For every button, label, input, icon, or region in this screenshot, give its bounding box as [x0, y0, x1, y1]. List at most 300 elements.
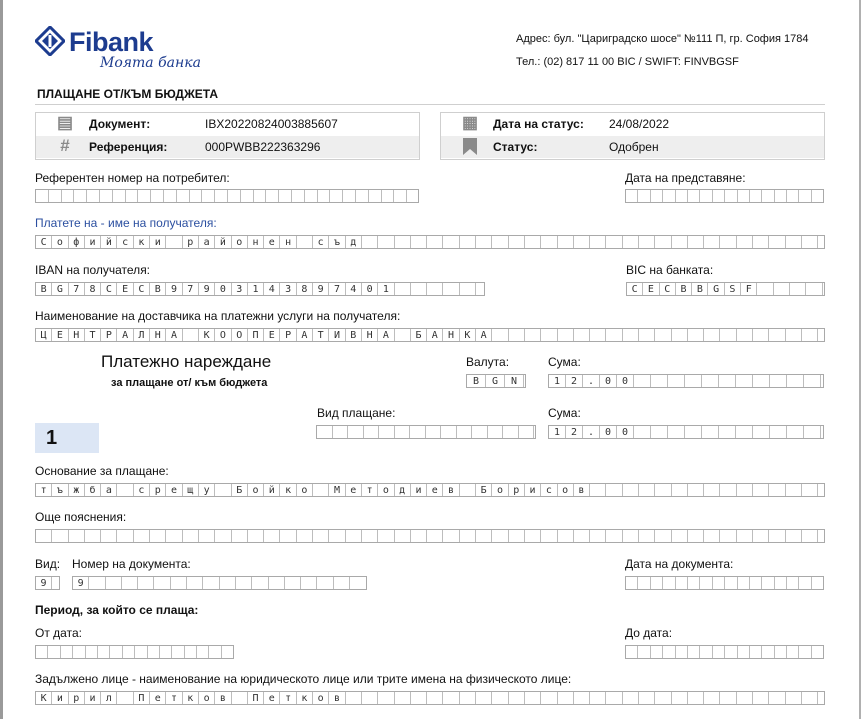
- field-cells: [73, 577, 350, 589]
- field-cell: [775, 577, 787, 589]
- field-cell: [700, 577, 712, 589]
- field-cell: 0: [617, 375, 634, 387]
- field-cell: [623, 692, 639, 704]
- field-cell: [574, 329, 590, 341]
- field-cells: [36, 283, 476, 295]
- field-cell: [639, 692, 655, 704]
- field-cell: [725, 577, 737, 589]
- field-cell: [802, 484, 818, 496]
- field-cell: [232, 530, 248, 542]
- field-cell: и: [52, 692, 68, 704]
- field-cells: [549, 375, 821, 387]
- to-date-label: До дата:: [625, 626, 673, 640]
- field-cell: 9: [199, 283, 215, 295]
- field-cell: [460, 530, 476, 542]
- field-cell: р: [69, 692, 85, 704]
- field-cell: [362, 692, 378, 704]
- field-cell: [623, 484, 639, 496]
- field-cell: [101, 530, 117, 542]
- field-cell: 9: [36, 577, 52, 589]
- field-cell: [802, 329, 818, 341]
- hash-icon: #: [60, 136, 70, 155]
- field-cells: [626, 577, 812, 589]
- field-cell: Н: [69, 329, 85, 341]
- field-cell: [713, 646, 725, 658]
- field-cell: [639, 484, 655, 496]
- more-info-field[interactable]: [35, 529, 825, 543]
- field-cell: [52, 530, 68, 542]
- field-cell: н: [280, 236, 296, 248]
- field-cell: [655, 692, 671, 704]
- field-cell: [362, 236, 378, 248]
- field-cell: [688, 577, 700, 589]
- field-cell: [215, 484, 231, 496]
- field-cell: [209, 646, 221, 658]
- field-cells: [627, 283, 823, 295]
- field-cell: [786, 236, 802, 248]
- field-cell: [676, 190, 688, 202]
- field-cell: F: [741, 283, 757, 295]
- field-cell: [541, 236, 557, 248]
- field-cell: [688, 646, 700, 658]
- field-cell: о: [492, 484, 508, 496]
- field-cell: [48, 646, 60, 658]
- field-cell: [802, 530, 818, 542]
- field-cell: [317, 577, 333, 589]
- field-cell: [606, 484, 622, 496]
- from-date-field[interactable]: [35, 645, 234, 659]
- document-value: IBX20220824003885607: [205, 117, 338, 131]
- field-cell: [509, 530, 525, 542]
- field-cell: [737, 530, 753, 542]
- field-cell: й: [101, 236, 117, 248]
- field-cell: Н: [443, 329, 459, 341]
- currency-field[interactable]: [466, 374, 526, 388]
- field-cell: б: [85, 484, 101, 496]
- field-cell: ж: [69, 484, 85, 496]
- field-cell: Т: [85, 329, 101, 341]
- field-cells: [36, 646, 222, 658]
- field-cell: е: [166, 484, 182, 496]
- document-icon: ▤: [56, 113, 74, 132]
- field-cell: 0: [215, 283, 231, 295]
- field-cell: [394, 190, 407, 202]
- field-cell: [753, 426, 770, 438]
- order-subtitle: за плащане от/ към бюджета: [111, 377, 268, 389]
- field-cell: [804, 375, 821, 387]
- field-cell: [541, 530, 557, 542]
- iban-field[interactable]: [35, 282, 485, 296]
- field-cell: [688, 329, 704, 341]
- amount2-label: Сума:: [548, 406, 581, 420]
- amount-field[interactable]: [548, 374, 824, 388]
- field-cell: к: [280, 484, 296, 496]
- field-cell: [655, 484, 671, 496]
- field-cell: [236, 577, 252, 589]
- field-cell: [787, 375, 804, 387]
- field-cell: ф: [69, 236, 85, 248]
- field-cell: [688, 190, 700, 202]
- field-cell: [590, 484, 606, 496]
- field-cell: [264, 530, 280, 542]
- field-cell: [786, 692, 802, 704]
- logo-tagline: Моята банка: [100, 55, 201, 71]
- field-cell: К: [199, 329, 215, 341]
- field-cell: 4: [346, 283, 362, 295]
- field-cell: [220, 577, 236, 589]
- field-cell: [626, 646, 638, 658]
- field-cell: [215, 530, 231, 542]
- field-cell: [85, 530, 101, 542]
- field-cell: [73, 646, 85, 658]
- field-cell: [395, 426, 411, 438]
- field-cell: 0: [617, 426, 634, 438]
- field-cell: [269, 577, 285, 589]
- doc-date-field[interactable]: [625, 576, 824, 590]
- field-cell: [138, 190, 151, 202]
- field-cells: [36, 530, 818, 542]
- field-cell: [590, 236, 606, 248]
- field-cell: [187, 577, 203, 589]
- doc-type-field[interactable]: [35, 576, 60, 590]
- field-cell: [356, 190, 369, 202]
- field-cell: [443, 530, 459, 542]
- field-cell: [199, 530, 215, 542]
- field-cell: с: [117, 236, 133, 248]
- field-cell: [492, 236, 508, 248]
- doc-number-field[interactable]: [72, 576, 367, 590]
- field-cell: Н: [150, 329, 166, 341]
- field-cell: [672, 484, 688, 496]
- field-cell: [509, 329, 525, 341]
- order-title: Платежно нареждане: [101, 352, 272, 371]
- field-cell: л: [101, 692, 117, 704]
- field-cell: [676, 577, 688, 589]
- field-cell: д: [395, 484, 411, 496]
- field-cell: [472, 426, 488, 438]
- field-cell: [411, 283, 427, 295]
- field-cell: [215, 190, 228, 202]
- field-cell: [655, 530, 671, 542]
- field-cell: B: [467, 375, 486, 387]
- field-cell: [460, 484, 476, 496]
- field-cell: [426, 426, 442, 438]
- field-cell: [655, 236, 671, 248]
- status-row: [441, 136, 824, 158]
- field-cell: [736, 426, 753, 438]
- status-value: Одобрен: [609, 140, 659, 154]
- field-cell: [525, 530, 541, 542]
- field-cell: [638, 577, 650, 589]
- field-cell: [317, 426, 333, 438]
- status-info-box: [440, 112, 825, 160]
- field-cell: К: [36, 692, 52, 704]
- field-cell: [700, 190, 712, 202]
- field-cell: [704, 484, 720, 496]
- field-cell: Р: [101, 329, 117, 341]
- field-cell: в: [443, 484, 459, 496]
- field-cell: [509, 692, 525, 704]
- field-cell: [574, 236, 590, 248]
- field-cell: [106, 577, 122, 589]
- field-cell: 8: [297, 283, 313, 295]
- field-cell: [651, 646, 663, 658]
- field-cell: C: [134, 283, 150, 295]
- field-cell: [685, 426, 702, 438]
- field-cell: е: [264, 236, 280, 248]
- field-cell: [719, 375, 736, 387]
- field-cell: [804, 426, 821, 438]
- field-cell: [280, 530, 296, 542]
- field-cell: 9: [313, 283, 329, 295]
- field-cell: [378, 530, 394, 542]
- field-cell: [606, 329, 622, 341]
- field-cell: в: [329, 692, 345, 704]
- field-cell: [232, 692, 248, 704]
- page-title: ПЛАЩАНЕ ОТ/КЪМ БЮДЖЕТА: [37, 87, 219, 101]
- field-cell: П: [248, 329, 264, 341]
- field-cell: [395, 530, 411, 542]
- field-cell: О: [232, 329, 248, 341]
- field-cell: [688, 530, 704, 542]
- field-cell: [117, 484, 133, 496]
- field-cell: [411, 692, 427, 704]
- obligor-field[interactable]: [35, 691, 825, 705]
- amount2-field[interactable]: [548, 425, 824, 439]
- field-cell: [786, 484, 802, 496]
- field-cell: 2: [566, 375, 583, 387]
- field-cell: [799, 646, 811, 658]
- field-cell: [134, 530, 150, 542]
- field-cell: [113, 190, 126, 202]
- field-cell: Б: [476, 484, 492, 496]
- field-cell: [668, 426, 685, 438]
- field-cell: у: [199, 484, 215, 496]
- field-cell: [379, 426, 395, 438]
- field-cell: [460, 692, 476, 704]
- field-cell: N: [505, 375, 524, 387]
- field-cell: [623, 530, 639, 542]
- field-cell: [122, 577, 138, 589]
- field-cell: [688, 692, 704, 704]
- currency-label: Валута:: [466, 355, 510, 369]
- bank-address: Адрес: бул. "Цариградско шосе" №111 П, гр. София 1784: [516, 33, 809, 45]
- bank-name-field[interactable]: [35, 328, 825, 342]
- field-cell: [700, 646, 712, 658]
- field-cell: [346, 530, 362, 542]
- field-cell: [166, 236, 182, 248]
- bank-contacts: Тел.: (02) 817 11 00 BIC / SWIFT: FINVBGSF: [516, 56, 739, 68]
- field-cell: [799, 190, 811, 202]
- field-cell: [787, 646, 799, 658]
- field-cell: [333, 426, 349, 438]
- field-cell: й: [215, 236, 231, 248]
- field-cell: B: [150, 283, 166, 295]
- field-cell: [738, 190, 750, 202]
- status-label: Статус:: [493, 140, 538, 154]
- field-cell: Н: [362, 329, 378, 341]
- field-cell: [753, 692, 769, 704]
- field-cell: [753, 375, 770, 387]
- field-cell: G: [486, 375, 505, 387]
- field-cell: [86, 646, 98, 658]
- field-cell: [663, 190, 675, 202]
- bic-field[interactable]: [626, 282, 825, 296]
- field-cell: [623, 236, 639, 248]
- field-cell: [160, 646, 172, 658]
- field-cells: [626, 190, 812, 202]
- field-cell: т: [36, 484, 52, 496]
- field-cell: [203, 577, 219, 589]
- field-cell: [362, 530, 378, 542]
- to-date-field[interactable]: [625, 645, 824, 659]
- more-info-label: Още пояснения:: [35, 510, 127, 524]
- field-cell: [704, 530, 720, 542]
- field-cell: [558, 530, 574, 542]
- field-cell: д: [346, 236, 362, 248]
- field-cell: е: [427, 484, 443, 496]
- user-ref-field[interactable]: [35, 189, 419, 203]
- field-cell: 7: [69, 283, 85, 295]
- field-cell: [525, 236, 541, 248]
- field-cell: B: [692, 283, 708, 295]
- field-cell: [787, 426, 804, 438]
- field-cell: [172, 646, 184, 658]
- field-cell: [676, 646, 688, 658]
- bic-label: BIC на банката:: [626, 263, 714, 277]
- field-cell: [626, 577, 638, 589]
- field-cell: [753, 484, 769, 496]
- field-cell: [164, 190, 177, 202]
- field-cell: [558, 692, 574, 704]
- field-cell: [757, 283, 773, 295]
- field-cell: [334, 577, 350, 589]
- field-cell: [177, 190, 190, 202]
- field-cell: [672, 692, 688, 704]
- reason-field[interactable]: [35, 483, 825, 497]
- field-cell: Р: [280, 329, 296, 341]
- field-cell: 1: [549, 426, 566, 438]
- submit-date-label: Дата на представяне:: [625, 171, 746, 185]
- field-cell: [737, 236, 753, 248]
- logo-wordmark: Fibank: [69, 27, 154, 57]
- field-cell: [737, 329, 753, 341]
- field-cell: щ: [183, 484, 199, 496]
- field-cell: и: [85, 236, 101, 248]
- field-cell: [720, 236, 736, 248]
- payee-field[interactable]: [35, 235, 825, 249]
- field-cell: [704, 236, 720, 248]
- field-cell: 7: [183, 283, 199, 295]
- field-cell: о: [52, 236, 68, 248]
- field-cell: [460, 236, 476, 248]
- field-cell: ъ: [329, 236, 345, 248]
- field-cell: [626, 190, 638, 202]
- doc-date-label: Дата на документа:: [625, 557, 734, 571]
- field-cell: [769, 484, 785, 496]
- payment-type-label: Вид плащане:: [317, 406, 396, 420]
- field-cell: [770, 426, 787, 438]
- field-cell: E: [117, 283, 133, 295]
- field-cell: [725, 190, 737, 202]
- field-cell: C: [101, 283, 117, 295]
- field-cell: М: [329, 484, 345, 496]
- amount-label: Сума:: [548, 355, 581, 369]
- field-cell: [313, 530, 329, 542]
- field-cell: [769, 692, 785, 704]
- field-cell: 3: [280, 283, 296, 295]
- field-cell: [395, 236, 411, 248]
- field-cell: о: [313, 692, 329, 704]
- field-cell: о: [378, 484, 394, 496]
- payee-label: Платете на - име на получателя:: [35, 216, 217, 230]
- field-cell: и: [85, 692, 101, 704]
- field-cell: [558, 329, 574, 341]
- reference-label: Референция:: [89, 140, 168, 154]
- field-cell: [750, 646, 762, 658]
- field-cell: [762, 646, 774, 658]
- field-cell: а: [199, 236, 215, 248]
- field-cell: [329, 530, 345, 542]
- field-cell: [305, 190, 318, 202]
- payment-type-field[interactable]: [316, 425, 536, 439]
- field-cell: [802, 692, 818, 704]
- field-cell: [638, 190, 650, 202]
- field-cell: р: [509, 484, 525, 496]
- field-cell: [427, 530, 443, 542]
- field-cell: E: [643, 283, 659, 295]
- field-cell: И: [329, 329, 345, 341]
- field-cell: [590, 329, 606, 341]
- field-cell: .: [583, 426, 600, 438]
- field-cell: [688, 484, 704, 496]
- field-cells: [317, 426, 534, 438]
- field-cell: [476, 236, 492, 248]
- field-cell: B: [676, 283, 692, 295]
- field-cell: [183, 530, 199, 542]
- field-cell: [252, 577, 268, 589]
- fibank-logo-icon: [35, 26, 65, 56]
- field-cell: [248, 530, 264, 542]
- field-cell: C: [627, 283, 643, 295]
- field-cell: [590, 692, 606, 704]
- field-cell: [138, 577, 154, 589]
- field-cell: [197, 646, 209, 658]
- field-cell: [775, 190, 787, 202]
- field-cell: 4: [264, 283, 280, 295]
- field-cell: [49, 190, 62, 202]
- page-right-border: [859, 0, 861, 719]
- field-cell: [753, 530, 769, 542]
- submit-date-field[interactable]: [625, 189, 824, 203]
- field-cell: [318, 190, 331, 202]
- field-cell: [279, 190, 292, 202]
- field-cell: [148, 646, 160, 658]
- field-cell: [806, 283, 822, 295]
- field-cell: [651, 190, 663, 202]
- field-cell: и: [525, 484, 541, 496]
- field-cell: с: [541, 484, 557, 496]
- field-cell: [36, 530, 52, 542]
- field-cell: [74, 190, 87, 202]
- field-cell: [117, 530, 133, 542]
- field-cell: [750, 577, 762, 589]
- field-cell: [61, 646, 73, 658]
- field-cell: [720, 484, 736, 496]
- field-cell: [750, 190, 762, 202]
- field-cell: С: [36, 236, 52, 248]
- field-cell: [639, 530, 655, 542]
